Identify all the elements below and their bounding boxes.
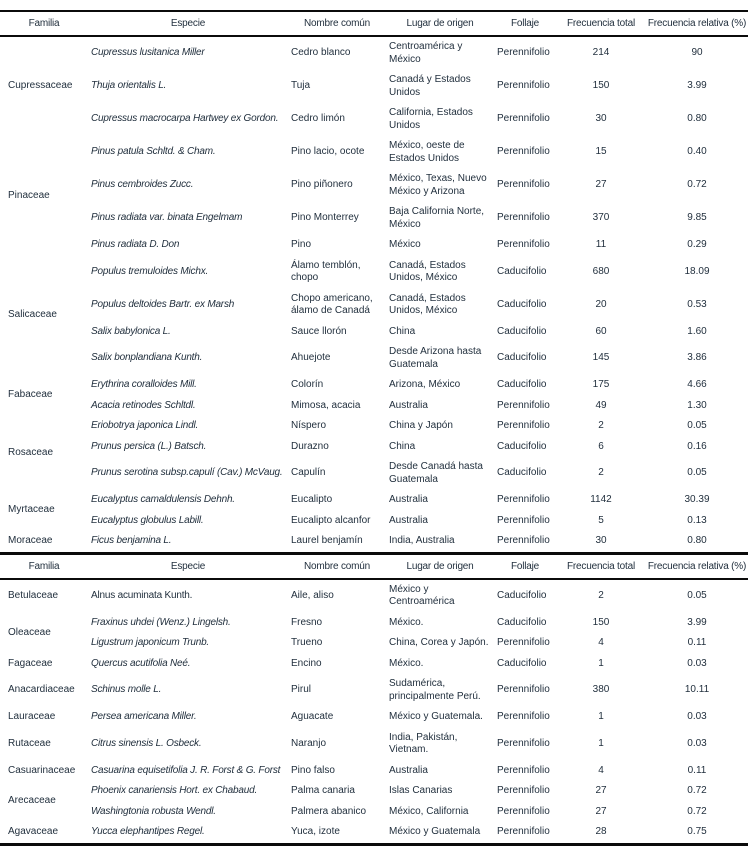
- table-row: [0, 613, 748, 634]
- lugar-origen-cell: Baja California Norte, México: [389, 206, 485, 230]
- frecuencia-relativa-cell: 10.11: [684, 684, 710, 696]
- especie-cell: Washingtonia robusta Wendl.: [91, 805, 216, 817]
- table-row: [0, 342, 748, 375]
- especie-cell: Erythrina coralloides Mill.: [91, 379, 197, 390]
- nombre-comun-cell: Pino piñonero: [291, 179, 353, 191]
- nombre-comun-cell: Cedro limón: [291, 113, 345, 125]
- lugar-origen-cell: México, oeste de Estados Unidos: [389, 140, 465, 164]
- lugar-origen-cell: India, Pakistán, Vietnam.: [389, 731, 458, 755]
- frecuencia-relativa-cell: 30.39: [684, 494, 710, 505]
- especie-cell: Prunus serotina subsp.capulí (Cav.) McVaug.: [91, 467, 283, 479]
- familia-cell: Cupressaceae: [8, 80, 73, 92]
- frecuencia-relativa-cell: 0.80: [687, 535, 707, 546]
- column-header: Follaje: [494, 11, 556, 36]
- column-header: Frecuencia relativa (%): [646, 555, 748, 579]
- especie-cell: Eucalyptus camaldulensis Dehnh.: [91, 494, 235, 505]
- frecuencia-total-cell: 380: [592, 684, 610, 696]
- table-row: [0, 579, 748, 613]
- especie-cell: Phoenix canariensis Hort. ex Chabaud.: [91, 785, 258, 796]
- table-row: [0, 396, 748, 417]
- follaje-cell: Caducifolio: [497, 265, 547, 277]
- frecuencia-total-cell: 30: [595, 113, 607, 125]
- lugar-origen-cell: Canadá, Estados Unidos, México: [389, 292, 466, 316]
- table-row: [0, 490, 748, 511]
- frecuencia-relativa-cell: 1.30: [687, 399, 707, 411]
- lugar-origen-cell: Centroamérica y México: [389, 41, 463, 65]
- follaje-cell: Perennifolio: [497, 113, 550, 125]
- frecuencia-total-cell: 2: [598, 589, 604, 601]
- lugar-origen-cell: China: [389, 325, 416, 337]
- table-row: [0, 256, 748, 289]
- follaje-cell: Perennifolio: [497, 535, 550, 546]
- lugar-origen-cell: Australia: [389, 514, 428, 526]
- lugar-origen-cell: Islas Canarias: [389, 785, 453, 796]
- column-header: Especie: [88, 555, 288, 579]
- familia-cell: Anacardiaceae: [8, 684, 75, 696]
- follaje-cell: Caducifolio: [497, 467, 547, 479]
- frecuencia-total-cell: 11: [595, 239, 607, 250]
- nombre-comun-cell: Capulín: [291, 467, 326, 479]
- header-row: [0, 555, 748, 579]
- table-header: [0, 11, 748, 36]
- nombre-comun-cell: Encino: [291, 657, 322, 669]
- familia-cell: Agavaceae: [8, 826, 59, 837]
- nombre-comun-cell: Pino lacio, ocote: [291, 146, 365, 158]
- nombre-comun-cell: Pino Monterrey: [291, 212, 359, 224]
- nombre-comun-cell: Pirul: [291, 684, 312, 696]
- lugar-origen-cell: Australia: [389, 764, 428, 776]
- familia-cell: Moraceae: [8, 535, 53, 546]
- lugar-origen-cell: México, Texas, Nuevo México y Arizona: [389, 173, 487, 197]
- especie-cell: Salix bonplandiana Kunth.: [91, 352, 203, 364]
- flora-frequency-table-1: [0, 10, 748, 555]
- especie-cell: Acacia retinodes Schltdl.: [91, 399, 196, 411]
- familia-cell: Fabaceae: [8, 389, 53, 401]
- lugar-origen-cell: Arizona, México: [389, 379, 461, 390]
- familia-cell: Myrtaceae: [8, 504, 55, 516]
- follaje-cell: Perennifolio: [497, 737, 550, 749]
- frecuencia-relativa-cell: 3.86: [687, 352, 707, 364]
- column-header: Frecuencia total: [556, 555, 646, 579]
- nombre-comun-cell: Cedro blanco: [291, 47, 351, 59]
- frecuencia-total-cell: 1: [598, 711, 604, 722]
- frecuencia-relativa-cell: 0.72: [687, 785, 707, 796]
- familia-cell: Arecaceae: [8, 795, 56, 807]
- lugar-origen-cell: China: [389, 440, 416, 452]
- especie-cell: Ligustrum japonicum Trunb.: [91, 637, 210, 648]
- frecuencia-total-cell: 5: [598, 514, 604, 526]
- lugar-origen-cell: México: [389, 239, 421, 250]
- table-row: [0, 781, 748, 802]
- frecuencia-relativa-cell: 4.66: [687, 379, 707, 390]
- column-header: Especie: [88, 11, 288, 36]
- nombre-comun-cell: Durazno: [291, 440, 329, 452]
- table-row: [0, 36, 748, 70]
- especie-cell: Salix babylonica L.: [91, 325, 171, 337]
- frecuencia-total-cell: 27: [595, 179, 607, 191]
- lugar-origen-cell: México.: [389, 616, 424, 628]
- nombre-comun-cell: Laurel benjamín: [291, 535, 363, 546]
- frecuencia-total-cell: 145: [592, 352, 610, 364]
- frecuencia-total-cell: 1142: [590, 494, 612, 505]
- column-header: Familia: [0, 11, 88, 36]
- frecuencia-relativa-cell: 0.16: [687, 440, 707, 452]
- follaje-cell: Caducifolio: [497, 616, 547, 628]
- column-header: Frecuencia relativa (%): [646, 11, 748, 36]
- especie-cell: Yucca elephantipes Regel.: [91, 826, 205, 837]
- frecuencia-total-cell: 49: [595, 399, 607, 411]
- frecuencia-relativa-cell: 18.09: [684, 265, 710, 277]
- frecuencia-relativa-cell: 0.11: [687, 637, 707, 648]
- familia-cell: Betulaceae: [8, 589, 59, 601]
- table-row: [0, 70, 748, 103]
- follaje-cell: Perennifolio: [497, 711, 550, 722]
- follaje-cell: Perennifolio: [497, 239, 550, 250]
- nombre-comun-cell: Eucalipto alcanfor: [291, 514, 371, 526]
- familia-cell: Pinaceae: [8, 189, 50, 201]
- table-row: [0, 728, 748, 761]
- frecuencia-total-cell: 175: [592, 379, 610, 390]
- frecuencia-total-cell: 4: [598, 637, 604, 648]
- frecuencia-total-cell: 2: [598, 467, 604, 479]
- table-row: [0, 511, 748, 532]
- frecuencia-total-cell: 150: [592, 616, 610, 628]
- familia-cell: Lauraceae: [8, 711, 56, 722]
- table-body: [0, 36, 748, 553]
- nombre-comun-cell: Sauce llorón: [291, 325, 347, 337]
- frecuencia-relativa-cell: 0.03: [687, 657, 707, 669]
- follaje-cell: Perennifolio: [497, 399, 550, 411]
- lugar-origen-cell: California, Estados Unidos: [389, 107, 473, 131]
- frecuencia-relativa-cell: 0.05: [687, 467, 707, 479]
- frecuencia-relativa-cell: 3.99: [687, 616, 707, 628]
- table-row: [0, 169, 748, 202]
- lugar-origen-cell: China, Corea y Japón.: [389, 637, 489, 648]
- table-row: [0, 674, 748, 707]
- lugar-origen-cell: Desde Canadá hasta Guatemala: [389, 461, 483, 485]
- follaje-cell: Perennifolio: [497, 80, 550, 92]
- column-header: Lugar de origen: [386, 11, 494, 36]
- follaje-cell: Perennifolio: [497, 764, 550, 776]
- especie-cell: Prunus persica (L.) Batsch.: [91, 440, 207, 452]
- lugar-origen-cell: India, Australia: [389, 535, 455, 546]
- especie-cell: Pinus radiata D. Don: [91, 239, 180, 250]
- frecuencia-total-cell: 680: [592, 265, 610, 277]
- follaje-cell: Perennifolio: [497, 212, 550, 224]
- table-row: [0, 202, 748, 235]
- especie-cell: Alnus acuminata Kunth.: [91, 589, 193, 601]
- frecuencia-relativa-cell: 0.05: [687, 589, 707, 601]
- table-row: [0, 416, 748, 437]
- nombre-comun-cell: Álamo temblón, chopo: [291, 259, 361, 283]
- nombre-comun-cell: Aile, aliso: [291, 589, 334, 601]
- frecuencia-relativa-cell: 0.03: [687, 737, 707, 749]
- follaje-cell: Caducifolio: [497, 298, 547, 310]
- frecuencia-total-cell: 1: [598, 657, 604, 669]
- nombre-comun-cell: Tuja: [291, 80, 311, 92]
- lugar-origen-cell: China y Japón: [389, 420, 453, 431]
- especie-cell: Pinus cembroides Zucc.: [91, 179, 194, 191]
- especie-cell: Pinus radiata var. binata Engelmam: [91, 212, 243, 224]
- familia-cell: Casuarinaceae: [8, 764, 76, 776]
- table-header: [0, 555, 748, 579]
- especie-cell: Quercus acutifolia Neé.: [91, 657, 191, 669]
- nombre-comun-cell: Eucalipto: [291, 494, 333, 505]
- frecuencia-relativa-cell: 90: [691, 47, 703, 59]
- follaje-cell: Caducifolio: [497, 325, 547, 337]
- table-row: [0, 761, 748, 782]
- frecuencia-total-cell: 150: [592, 80, 610, 92]
- frecuencia-relativa-cell: 0.03: [687, 711, 707, 722]
- table-body: [0, 579, 748, 845]
- frecuencia-relativa-cell: 0.75: [687, 826, 707, 837]
- column-header: Frecuencia total: [556, 11, 646, 36]
- follaje-cell: Perennifolio: [497, 785, 550, 796]
- table-row: [0, 633, 748, 654]
- frecuencia-total-cell: 370: [592, 212, 610, 224]
- especie-cell: Cupressus macrocarpa Hartwey ex Gordon.: [91, 113, 279, 125]
- frecuencia-relativa-cell: 0.29: [687, 239, 707, 250]
- familia-cell: Rutaceae: [8, 737, 51, 749]
- follaje-cell: Perennifolio: [497, 179, 550, 191]
- especie-cell: Pinus patula Schltd. & Cham.: [91, 146, 216, 158]
- table-row: [0, 103, 748, 136]
- familia-cell: Fagaceae: [8, 657, 53, 669]
- table-row: [0, 654, 748, 675]
- nombre-comun-cell: Yuca, izote: [291, 826, 340, 837]
- follaje-cell: Perennifolio: [497, 494, 550, 505]
- frecuencia-total-cell: 20: [595, 298, 607, 310]
- follaje-cell: Perennifolio: [497, 684, 550, 696]
- table-row: [0, 822, 748, 844]
- especie-cell: Ficus benjamina L.: [91, 535, 172, 546]
- flora-frequency-table-2: [0, 555, 748, 846]
- nombre-comun-cell: Naranjo: [291, 737, 327, 749]
- follaje-cell: Caducifolio: [497, 657, 547, 669]
- frecuencia-total-cell: 214: [592, 47, 610, 59]
- table-row: [0, 289, 748, 322]
- especie-cell: Populus tremuloides Michx.: [91, 265, 209, 277]
- especie-cell: Eucalyptus globulus Labill.: [91, 514, 204, 526]
- frecuencia-relativa-cell: 0.72: [687, 179, 707, 191]
- lugar-origen-cell: Australia: [389, 399, 428, 411]
- especie-cell: Casuarina equisetifolia J. R. Forst & G. Forst: [91, 764, 281, 776]
- column-header: Lugar de origen: [386, 555, 494, 579]
- nombre-comun-cell: Aguacate: [291, 711, 334, 722]
- column-header: Follaje: [494, 555, 556, 579]
- column-header: Familia: [0, 555, 88, 579]
- nombre-comun-cell: Trueno: [291, 637, 323, 648]
- follaje-cell: Perennifolio: [497, 47, 550, 59]
- nombre-comun-cell: Chopo americano, álamo de Canadá: [291, 292, 373, 316]
- frecuencia-relativa-cell: 0.40: [687, 146, 707, 158]
- follaje-cell: Perennifolio: [497, 826, 550, 837]
- frecuencia-relativa-cell: 0.80: [687, 113, 707, 125]
- table-row: [0, 136, 748, 169]
- frecuencia-relativa-cell: 0.05: [687, 420, 707, 431]
- lugar-origen-cell: Desde Arizona hasta Guatemala: [389, 346, 482, 370]
- lugar-origen-cell: Canadá, Estados Unidos, México: [389, 259, 466, 283]
- follaje-cell: Caducifolio: [497, 379, 547, 390]
- frecuencia-relativa-cell: 1.60: [687, 325, 707, 337]
- frecuencia-total-cell: 6: [598, 440, 604, 452]
- table-row: [0, 437, 748, 458]
- table-row: [0, 707, 748, 728]
- nombre-comun-cell: Pino: [291, 239, 312, 250]
- table-row: [0, 322, 748, 343]
- column-header: Nombre común: [288, 555, 386, 579]
- especie-cell: Eriobotrya japonica Lindl.: [91, 420, 199, 431]
- follaje-cell: Perennifolio: [497, 514, 550, 526]
- frecuencia-relativa-cell: 0.13: [687, 514, 707, 526]
- follaje-cell: Caducifolio: [497, 440, 547, 452]
- lugar-origen-cell: Canadá y Estados Unidos: [389, 74, 471, 98]
- nombre-comun-cell: Colorín: [291, 379, 324, 390]
- frecuencia-relativa-cell: 0.11: [687, 764, 707, 776]
- especie-cell: Cupressus lusitanica Miller: [91, 47, 205, 59]
- nombre-comun-cell: Ahuejote: [291, 352, 331, 364]
- table-row: [0, 375, 748, 396]
- table-row: [0, 531, 748, 553]
- lugar-origen-cell: México.: [389, 657, 424, 669]
- frecuencia-relativa-cell: 9.85: [687, 212, 707, 224]
- familia-cell: Rosaceae: [8, 446, 54, 458]
- lugar-origen-cell: México, California: [389, 805, 469, 817]
- familia-cell: Salicaceae: [8, 309, 57, 320]
- nombre-comun-cell: Pino falso: [291, 764, 335, 776]
- nombre-comun-cell: Níspero: [291, 420, 327, 431]
- frecuencia-total-cell: 1: [598, 737, 604, 749]
- especie-cell: Schinus molle L.: [91, 684, 162, 696]
- nombre-comun-cell: Palma canaria: [291, 785, 355, 796]
- follaje-cell: Perennifolio: [497, 637, 550, 648]
- lugar-origen-cell: Sudamérica, principalmente Perú.: [389, 678, 481, 702]
- follaje-cell: Caducifolio: [497, 589, 547, 601]
- frecuencia-total-cell: 28: [595, 826, 607, 837]
- frecuencia-total-cell: 27: [595, 805, 607, 817]
- familia-cell: Oleaceae: [8, 626, 51, 638]
- especie-cell: Citrus sinensis L. Osbeck.: [91, 737, 202, 749]
- column-header: Nombre común: [288, 11, 386, 36]
- lugar-origen-cell: México y Centroamérica: [389, 583, 455, 607]
- frecuencia-total-cell: 2: [598, 420, 604, 431]
- lugar-origen-cell: México y Guatemala: [389, 826, 481, 837]
- frecuencia-relativa-cell: 0.53: [687, 298, 707, 310]
- table-row: [0, 235, 748, 256]
- header-row: [0, 11, 748, 36]
- frecuencia-relativa-cell: 3.99: [687, 80, 707, 92]
- lugar-origen-cell: Australia: [389, 494, 428, 505]
- especie-cell: Populus deltoides Bartr. ex Marsh: [91, 298, 235, 310]
- table-row: [0, 457, 748, 490]
- frecuencia-total-cell: 15: [595, 146, 607, 158]
- especie-cell: Persea americana Miller.: [91, 711, 197, 722]
- frecuencia-total-cell: 4: [598, 764, 604, 776]
- follaje-cell: Perennifolio: [497, 146, 550, 158]
- frecuencia-total-cell: 60: [595, 325, 607, 337]
- frecuencia-relativa-cell: 0.72: [687, 805, 707, 817]
- especie-cell: Thuja orientalis L.: [91, 80, 167, 92]
- nombre-comun-cell: Fresno: [291, 616, 323, 628]
- follaje-cell: Perennifolio: [497, 805, 550, 817]
- table-row: [0, 802, 748, 823]
- follaje-cell: Perennifolio: [497, 420, 550, 431]
- lugar-origen-cell: México y Guatemala.: [389, 711, 483, 722]
- nombre-comun-cell: Mimosa, acacia: [291, 399, 361, 411]
- especie-cell: Fraxinus uhdei (Wenz.) Lingelsh.: [91, 616, 231, 628]
- follaje-cell: Caducifolio: [497, 352, 547, 364]
- frecuencia-total-cell: 27: [595, 785, 607, 796]
- nombre-comun-cell: Palmera abanico: [291, 805, 367, 817]
- frecuencia-total-cell: 30: [595, 535, 607, 546]
